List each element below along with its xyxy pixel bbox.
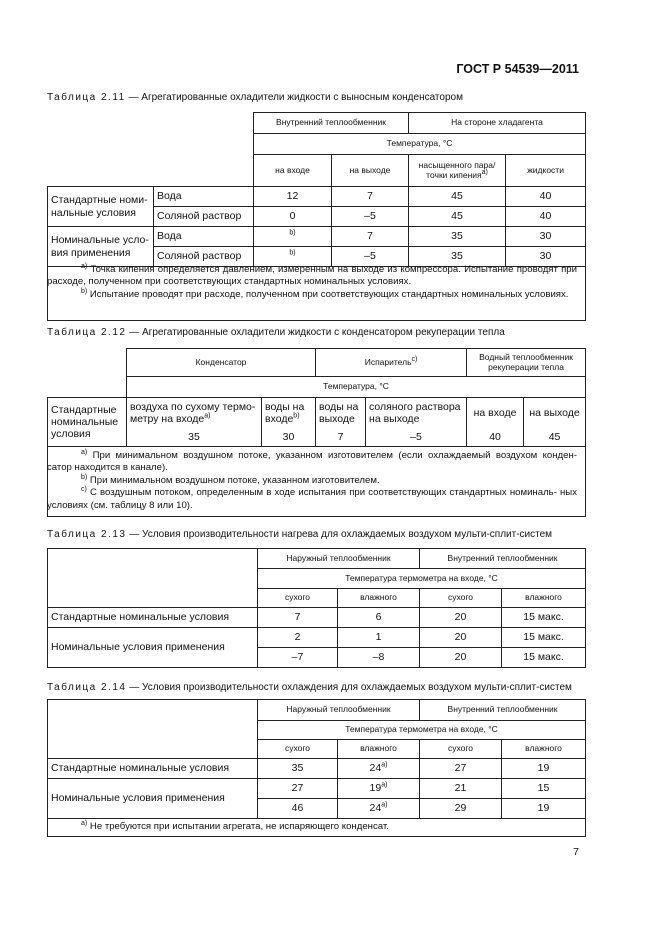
table-2-13-title: — Условия производительности нагрева для охлаждаемых воздухом мульти-сплит-систем — [126, 529, 553, 540]
header-temperature: Температура, °С — [254, 134, 586, 155]
medium-cell: Вода — [154, 187, 254, 207]
table-2-12-title: — Агрегатированные охладители жидкости с конденсатором рекуперации тепла — [126, 327, 505, 338]
table-2-13-label: Таблица 2.13 — [47, 529, 127, 540]
value-cell: 15 макс. — [502, 648, 586, 668]
value-cell: 15 макс. — [502, 628, 586, 648]
value-cell: 24$^{a)}$ — [338, 799, 420, 819]
medium-cell: Соляной раствор — [154, 247, 254, 267]
row-label-application: Номинальные усло- вия применения — [48, 227, 154, 267]
header-water-outlet: воды на выходе — [316, 398, 366, 428]
table-2-13-stub — [48, 549, 258, 608]
table-2-14-label: Таблица 2.14 — [47, 682, 127, 693]
value-cell: 1 — [338, 628, 420, 648]
value-cell: 29 — [420, 799, 502, 819]
header-recovery-outlet: на выходе — [524, 398, 586, 428]
value-cell: 20 — [420, 628, 502, 648]
value-cell: 19 — [502, 759, 586, 779]
header-heat-recovery: Водный теплообменник рекуперации тепла — [467, 349, 586, 377]
value-cell: 24$^{a)}$ — [338, 759, 420, 779]
header-temperature: Температура, °С — [127, 377, 586, 398]
value-cell: 35 — [127, 428, 262, 447]
table-2-14-notes — [47, 821, 577, 833]
outlet-cell: 7 — [332, 187, 409, 207]
value-cell: 21 — [420, 779, 502, 799]
table-row — [48, 779, 586, 799]
value-cell: 19$^{a)}$ — [338, 779, 420, 799]
medium-cell: Соляной раствор — [154, 207, 254, 227]
outlet-cell: –5 — [332, 207, 409, 227]
header-dry-bulb-air: воздуха по сухому термо- метру на входе$^{a)}$ — [127, 398, 262, 428]
footnote-c: $^{c)}$ С воздушным потоком, определенным в ходе испытания при соответствующих стандартных номиналь- ных условиях (см. таблицу 8 или 10). — [47, 486, 577, 511]
value-cell: –5 — [366, 428, 467, 447]
inlet-cell: 12 — [254, 187, 332, 207]
row-label-application: Номинальные условия применения — [48, 779, 258, 819]
table-2-12-notes — [47, 450, 577, 512]
header-brine-outlet: соляного раствора на выходе — [366, 398, 467, 428]
page-number: 7 — [573, 846, 579, 858]
header-recovery-inlet: на входе — [467, 398, 524, 428]
table-2-11-notes — [47, 264, 577, 301]
header-dry: сухого — [258, 740, 338, 759]
header-inner-exchanger: Внутренний теплообменник — [254, 113, 409, 134]
header-inner-exchanger: Внутренний теплообменник — [420, 549, 586, 569]
header-dry: сухого — [258, 589, 338, 608]
header-outlet: на выходе — [332, 155, 409, 187]
table-row — [48, 628, 586, 648]
table-2-12-blank — [48, 349, 127, 398]
footnote-b: $^{b)}$ Испытание проводят при расходе, полученном при соответствующих стандартных номинальных условиях. — [81, 287, 569, 300]
value-cell: 20 — [420, 608, 502, 628]
saturated-cell: 45 — [409, 207, 506, 227]
footnote-a: $^{a)}$ При минимальном воздушном потоке, указанном изготовителем (если охлаждаемый воздухом конден- сатор находится в канале). — [47, 448, 577, 474]
header-outer-exchanger: Наружный теплообменник — [258, 549, 420, 569]
value-cell: 19 — [502, 799, 586, 819]
header-wet: влажного — [502, 589, 586, 608]
value-cell: –7 — [258, 648, 338, 668]
header-wet: влажного — [338, 740, 420, 759]
table-2-14-caption — [47, 682, 572, 693]
inlet-cell: b) — [254, 227, 332, 247]
medium-cell: Вода — [154, 227, 254, 247]
saturated-cell: 45 — [409, 187, 506, 207]
table-2-11-blank — [48, 113, 254, 187]
value-cell: 6 — [338, 608, 420, 628]
table-row — [48, 227, 586, 247]
value-cell: 7 — [258, 608, 338, 628]
value-cell: 2 — [258, 628, 338, 648]
table-row — [48, 759, 586, 779]
value-cell: 45 — [524, 428, 586, 447]
liquid-cell: 30 — [506, 227, 586, 247]
footnote-b: $^{b)}$ При минимальном воздушном потоке, указанном изготовителем. — [81, 473, 380, 486]
inlet-cell: 0 — [254, 207, 332, 227]
header-temperature: Температура термометра на входе, °С — [258, 721, 586, 740]
header-refrigerant-side: На стороне хладагента — [409, 113, 586, 134]
header-wet: влажного — [338, 589, 420, 608]
value-cell: 46 — [258, 799, 338, 819]
value-cell: 40 — [467, 428, 524, 447]
row-label-application: Номинальные условия применения — [48, 628, 258, 668]
footnote-a: $^{a)}$ Точка кипения определяется давлением, измеренным на выходе из компрессора. Испытание проводят при расходе, полученном при соответствующих стандартных номинальных условиях. — [47, 262, 577, 288]
table-row — [48, 428, 586, 447]
table-2-13 — [47, 548, 586, 668]
footnote-a: $^{a)}$ Не требуются при испытании агрегата, не испаряющего конденсат. — [81, 819, 389, 832]
header-evaporator: Испаритель$^{c)}$ — [316, 349, 467, 377]
liquid-cell: 40 — [506, 207, 586, 227]
value-cell: 15 — [502, 779, 586, 799]
table-row — [48, 187, 586, 207]
outlet-cell: –5 — [332, 247, 409, 267]
table-2-11-label: Таблица 2.11 — [47, 92, 126, 103]
header-condenser: Конденсатор — [127, 349, 316, 377]
header-dry: сухого — [420, 740, 502, 759]
outlet-cell: 7 — [332, 227, 409, 247]
liquid-cell: 30 — [506, 247, 586, 267]
value-cell: –8 — [338, 648, 420, 668]
table-2-12-caption — [47, 327, 505, 338]
header-inner-exchanger: Внутренний теплообменник — [420, 700, 586, 721]
saturated-cell: 35 — [409, 247, 506, 267]
row-label-standard: Стандартные номинальные условия — [48, 398, 127, 447]
inlet-cell: b) — [254, 247, 332, 267]
table-2-14-title: — Условия производительности охлаждения для охлаждаемых воздухом мульти-сплит-систем — [126, 682, 572, 693]
document-id: ГОСТ Р 54539—2011 — [456, 62, 579, 76]
value-cell: 30 — [262, 428, 316, 447]
header-outer-exchanger: Наружный теплообменник — [258, 700, 420, 721]
table-2-11-caption — [47, 92, 463, 103]
table-2-13-caption — [47, 529, 552, 540]
saturated-cell: 35 — [409, 227, 506, 247]
value-cell: 27 — [258, 779, 338, 799]
header-liquid: жидкости — [506, 155, 586, 187]
header-wet: влажного — [502, 740, 586, 759]
value-cell: 7 — [316, 428, 366, 447]
header-inlet: на входе — [254, 155, 332, 187]
value-cell: 15 макс. — [502, 608, 586, 628]
value-cell: 35 — [258, 759, 338, 779]
row-label-standard: Стандартные номинальные условия — [48, 759, 258, 779]
table-row — [48, 608, 586, 628]
table-2-14 — [47, 699, 586, 837]
header-water-inlet: воды на входе$^{b)}$ — [262, 398, 316, 428]
header-temperature: Температура термометра на входе, °С — [258, 569, 586, 589]
value-cell: 27 — [420, 759, 502, 779]
table-2-12-label: Таблица 2.12 — [47, 327, 127, 338]
row-label-standard: Стандартные номи- нальные условия — [48, 187, 154, 227]
value-cell: 20 — [420, 648, 502, 668]
header-saturated-vapor: насыщенного пара/ точки кипения$^{a)}$ — [409, 155, 506, 187]
liquid-cell: 40 — [506, 187, 586, 207]
header-dry: сухого — [420, 589, 502, 608]
table-2-14-stub — [48, 700, 258, 759]
row-label-standard: Стандартные номинальные условия — [48, 608, 258, 628]
table-2-11-title: — Агрегатированные охладители жидкости с выносным конденсатором — [125, 92, 463, 103]
